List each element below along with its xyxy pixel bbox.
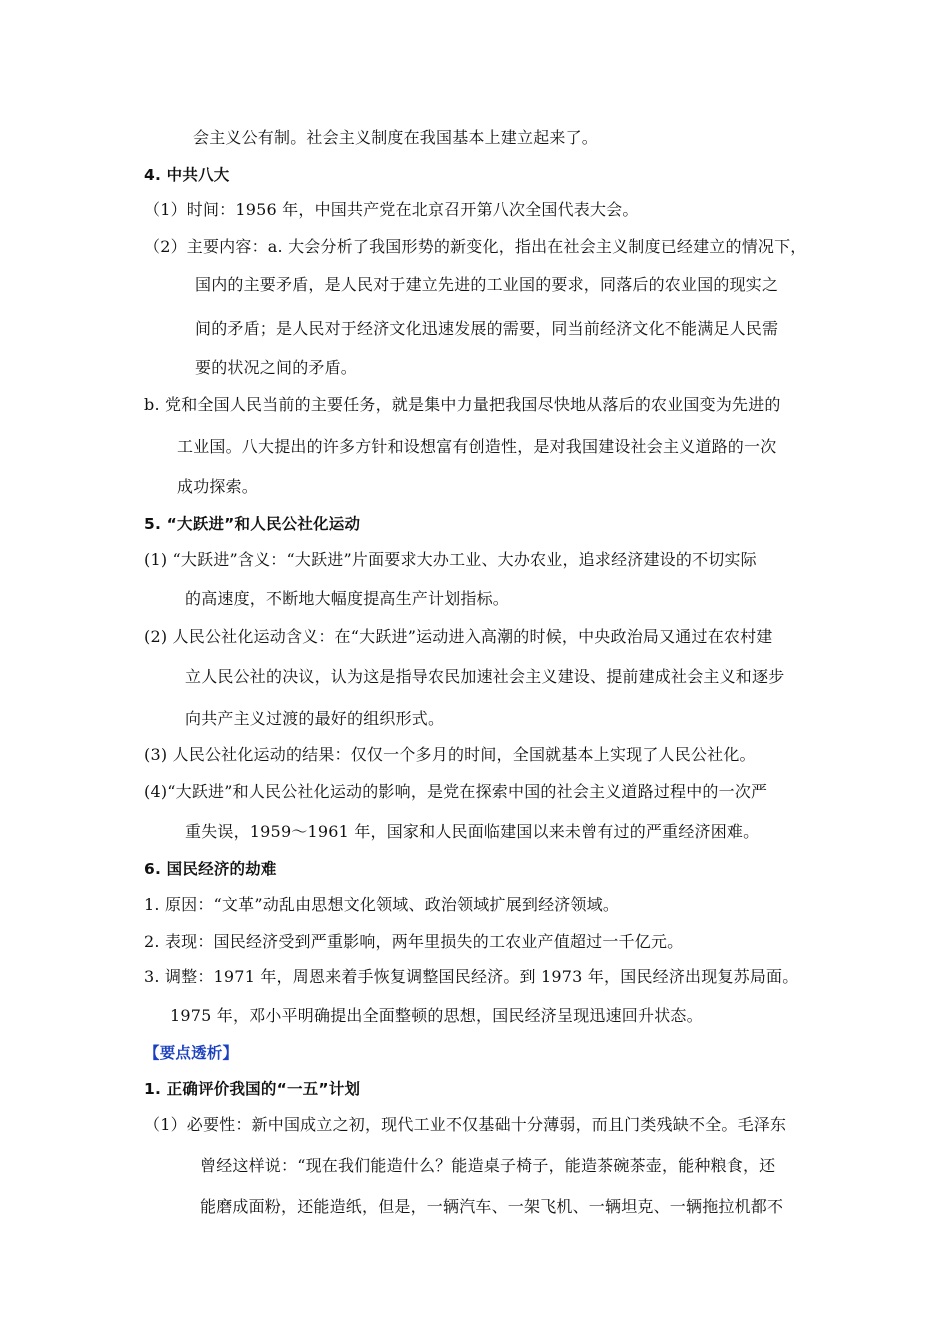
paragraph-line: 曾经这样说：“现在我们能造什么？能造桌子椅子，能造茶碗茶壶，能种粮食，还 [200,1156,776,1175]
paragraph-line: (2) 人民公社化运动含义：在“大跃进”运动进入高潮的时候，中央政治局又通过在农村建 [144,627,773,646]
paragraph-line: 工业国。八大提出的许多方针和设想富有创造性，是对我国建设社会主义道路的一次 [177,437,777,456]
paragraph-line: 向共产主义过渡的最好的组织形式。 [185,709,445,728]
paragraph-line: 1. 原因：“文革”动乱由思想文化领域、政治领域扩展到经济领域。 [144,895,620,914]
paragraph-line: 的高速度，不断地大幅度提高生产计划指标。 [185,589,510,608]
paragraph-line: 成功探索。 [177,477,259,496]
paragraph-line: (3) 人民公社化运动的结果：仅仅一个多月的时间，全国就基本上实现了人民公社化。 [144,745,756,764]
section-heading: 6. 国民经济的劫难 [144,860,277,878]
paragraph-line: 立人民公社的决议，认为这是指导农民加速社会主义建设、提前建成社会主义和逐步 [185,667,785,686]
paragraph-line: 会主义公有制。社会主义制度在我国基本上建立起来了。 [193,128,599,147]
paragraph-line: 能磨成面粉，还能造纸，但是，一辆汽车、一架飞机、一辆坦克、一辆拖拉机都不 [200,1197,784,1216]
section-heading: 4. 中共八大 [144,166,230,184]
paragraph-line: （1）必要性：新中国成立之初，现代工业不仅基础十分薄弱，而且门类残缺不全。毛泽东 [144,1115,787,1134]
paragraph-line: 重失误，1959～1961 年，国家和人民面临建国以来未曾有过的严重经济困难。 [185,822,760,841]
section-heading: 1. 正确评价我国的“一五”计划 [144,1080,361,1098]
paragraph-line: 1975 年，邓小平明确提出全面整顿的思想，国民经济呈现迅速回升状态。 [170,1006,703,1025]
paragraph-line: 3. 调整：1971 年，周恩来着手恢复调整国民经济。到 1973 年，国民经济出现复苏局面。 [144,967,799,986]
paragraph-line: 2. 表现：国民经济受到严重影响，两年里损失的工农业产值超过一千亿元。 [144,932,684,951]
paragraph-line: 间的矛盾；是人民对于经济文化迅速发展的需要，同当前经济文化不能满足人民需 [195,319,779,338]
key-points-label: 【要点透析】 [144,1043,239,1062]
paragraph-line: （1）时间：1956 年，中国共产党在北京召开第八次全国代表大会。 [144,200,639,219]
paragraph-line: 国内的主要矛盾，是人民对于建立先进的工业国的要求，同落后的农业国的现实之 [195,275,779,294]
paragraph-line: 要的状况之间的矛盾。 [195,358,358,377]
paragraph-line: (4)“大跃进”和人民公社化运动的影响，是党在探索中国的社会主义道路过程中的一次严 [144,782,768,801]
section-heading: 5. “大跃进”和人民公社化运动 [144,515,361,533]
paragraph-line: （2）主要内容：a. 大会分析了我国形势的新变化，指出在社会主义制度已经建立的情况下， [144,237,807,256]
paragraph-line: (1) “大跃进”含义：“大跃进”片面要求大办工业、大办农业，追求经济建设的不切实际 [144,550,757,569]
paragraph-line: b. 党和全国人民当前的主要任务，就是集中力量把我国尽快地从落后的农业国变为先进的 [144,395,781,414]
